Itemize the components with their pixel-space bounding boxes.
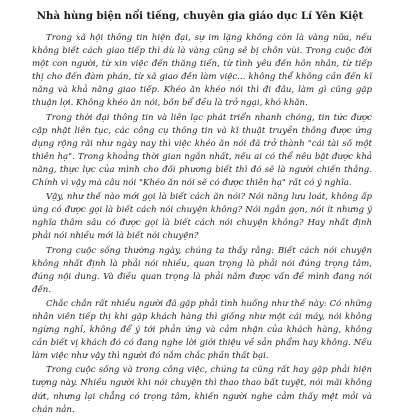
paragraph-4: Trong cuộc sống thường ngày, chúng ta thấy rằng: Biết cách nói chuyện không nhất định là phải nói nhiều, quan trọng là phải nói đúng trọng tâm, đúng nội dung. Và điều quan trọng là phải nắm được vấn đề mình đang nói đến. xyxy=(32,245,372,295)
paragraph-2: Trong thời đại thông tin và liên lạc phát triển nhanh chóng, tin tức được cập nhật liên tục, các công cụ thông tin và kĩ thuật truyền thông được ứng dụng rộng rãi như ngày nay thì việc khéo ăn nói đã trở thành "cái tài số một thiên hạ". Trong khoảng thời gian ngắn nhất, nếu ai có thể nêu bật được khả năng, thực lực của mình cho đối phương biết thì đó sẽ là người chiến thắng. Chính vì vậy mà câu nói "Khéo ăn nói sẽ có được thiên hạ" rất có ý nghĩa. xyxy=(32,112,372,189)
paragraph-6: Trong cuộc sống và trong công việc, chúng ta cũng rất hay gặp phải hiện tượng này. Nhiều người khi nói chuyện thì thao thao bất tuyệt, nói mãi không dứt, nhưng lại chẳng có trọng tâm, khiến người nghe cảm thấy mệt mỏi và chán nản. xyxy=(32,365,372,415)
paragraph-5: Chắc chắn rất nhiều người đã gặp phải tình huống như thế này: Có những nhân viên tiếp thị khi gặp khách hàng thì giống như một cái máy, nói không ngừng nghỉ, không để ý tới phản ứng và cảm nhận của khách hàng, không cần biết vị khách đó có đang nghe lời giới thiệu về sản phẩm hay không. Nếu làm việc như vậy thì người đó nắm chắc phần thất bại. xyxy=(32,298,372,362)
paragraph-3: Vậy, như thế nào mới gọi là biết cách ăn nói? Nói năng lưu loát, không ấp úng có được gọi là biết cách nói chuyện không? Nói ngắn gọn, nói ít nhưng ý nghĩa thâm sâu có được gọi là biết cách nói chuyện không? Hay nhất định phải nói nhiều mới là biết nói chuyện? xyxy=(32,192,372,242)
document-title: Nhà hùng biện nổi tiếng, chuyên gia giáo dục Lí Yên Kiệt xyxy=(36,10,364,22)
document-body xyxy=(32,32,372,418)
paragraph-1: Trong xã hội thông tin hiện đại, sự im lặng không còn là vàng nữa, nếu không biết cách giao tiếp thì dù là vàng cũng sẽ bị chôn vùi. Trong cuộc đời một con người, từ xin việc đến thăng tiến, từ tình yêu đến hôn nhân, từ tiếp thị cho đến đàm phán, từ xã giao đến làm việc... không thể không cần đến kĩ năng và khả năng giao tiếp. Khéo ăn khéo nói thì đi đâu, làm gì cũng gặp thuận lợi. Không khéo ăn nói, bốn bể đều là trở ngại, khó khăn. xyxy=(32,33,372,109)
